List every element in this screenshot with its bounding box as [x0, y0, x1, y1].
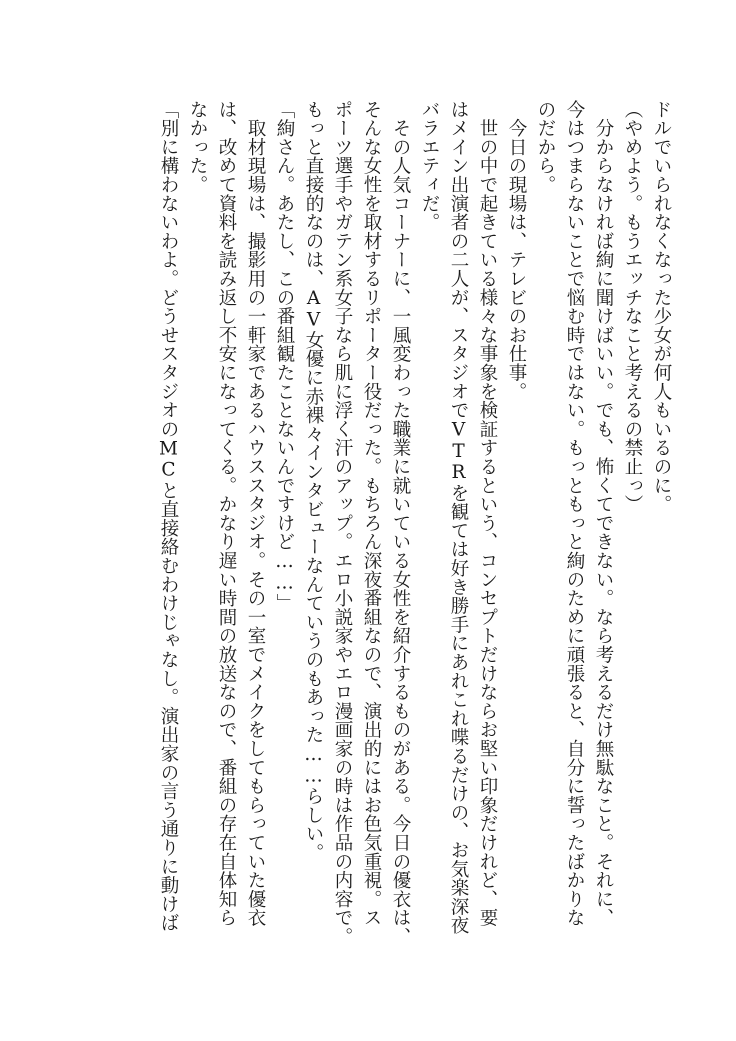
text-line: は、改めて資料を読み返し不安になってくる。かなり遅い時間の放送なので、番組の存在自体知ら — [216, 100, 237, 928]
text-line: 今はつまらないことで悩む時ではない。もっともっと絢のために頑張ると、自分に誓ったばかりな — [564, 100, 585, 928]
text-line: なかった。 — [187, 100, 208, 194]
text-line: 分からなければ絢に聞けばいい。でも、怖くてできない。なら考えるだけ無駄なこと。それに、 — [593, 100, 614, 928]
vertical-text-block — [154, 100, 676, 960]
text-line: その人気コーナーに、一風変わった職業に就いている女性を紹介するものがある。今日の優衣は、 — [390, 100, 411, 946]
text-line: もっと直接的なのは、AV女優に赤裸々インタビューなんていうのもあった……らしい。 — [303, 100, 324, 862]
text-line: バラエティだ。 — [419, 100, 440, 232]
text-line: 取材現場は、撮影用の一軒家であるハウススタジオ。その一室でメイクをしてもらっていた優衣 — [245, 100, 266, 928]
text-line: はメイン出演者の二人が、スタジオでVTRを観ては好き勝手にあれこれ喋るだけの、お気楽深夜 — [448, 100, 469, 935]
text-line: 「別に構わないわよ。どうせスタジオのMCと直接絡むわけじゃなし。演出家の言う通りに動けば — [158, 100, 179, 933]
text-line: ポーツ選手やガテン系女子なら肌に浮く汗のアップ。エロ小説家やエロ漫画家の時は作品の内容で。 — [332, 100, 353, 946]
text-line: 世の中で起きている様々な事象を検証するという、コンセプトだけならお堅い印象だけれど、要 — [477, 100, 498, 928]
text-line: のだから。 — [535, 100, 556, 194]
text-line: 「絢さん。あたし、この番組観たことないんですけど……」 — [274, 100, 295, 613]
text-line: 今日の現場は、テレビのお仕事。 — [506, 100, 527, 401]
text-line: そんな女性を取材するリポーター役だった。もちろん深夜番組なので、演出的にはお色気重視。ス — [361, 100, 382, 928]
text-line: （やめよう。もうエッチなこと考えるの禁止っ） — [622, 100, 643, 514]
text-line: ドルでいられなくなった少女が何人もいるのに。 — [651, 100, 672, 514]
